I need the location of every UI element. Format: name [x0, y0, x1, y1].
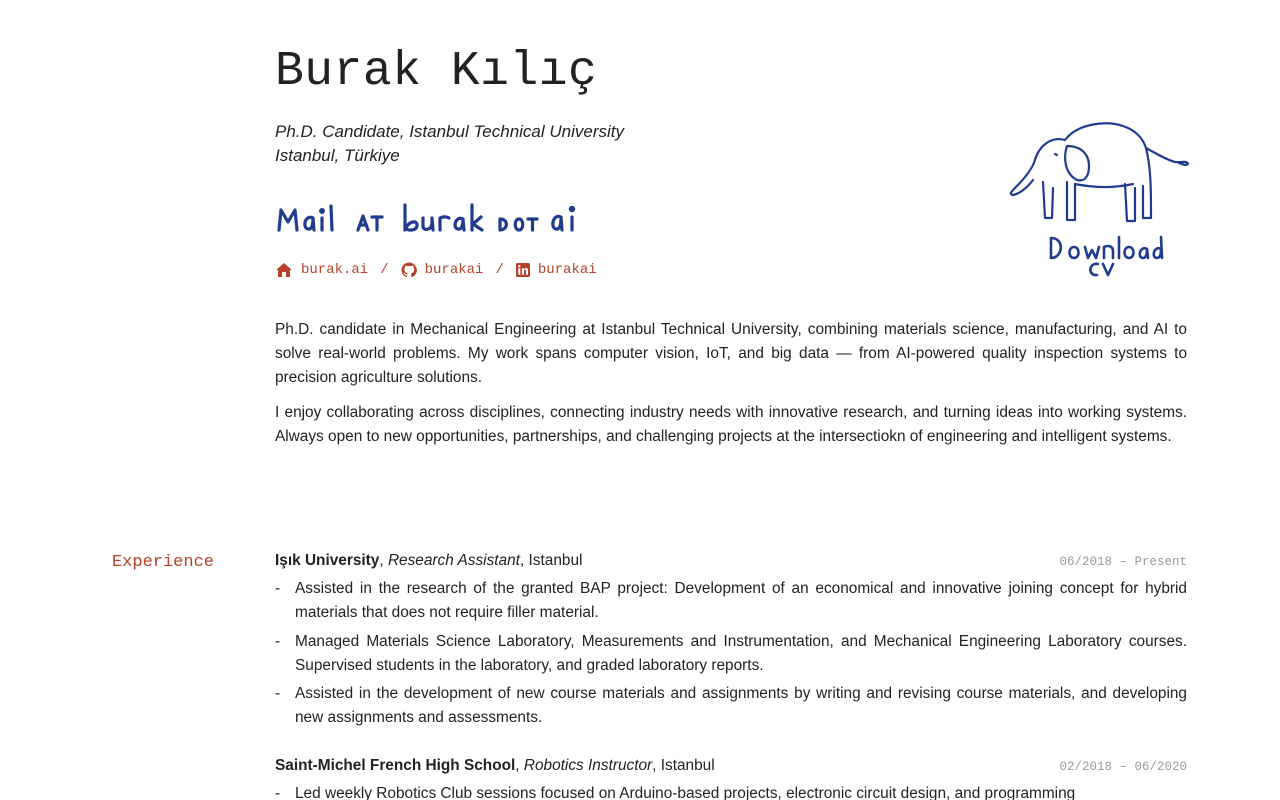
cv-label-handwritten	[1051, 237, 1162, 275]
download-cv-button[interactable]	[1005, 118, 1190, 283]
list-item: - Led weekly Robotics Club sessions focused on Arduino-based projects, electronic circuit design, and programming	[275, 785, 1076, 800]
homepage-link-label: burak.ai	[301, 262, 369, 278]
social-links	[275, 259, 597, 281]
subtitle	[275, 120, 624, 168]
bullet-text: Assisted in the development of new course materials and assignments by writing and revising course materials, and developing new assignments and assessments.	[295, 685, 1187, 726]
experience-bullets	[275, 782, 1187, 800]
location: Istanbul, Türkiye	[275, 146, 400, 165]
experience-item	[275, 754, 1187, 800]
link-separator: /	[495, 262, 504, 278]
bullet-text: Assisted in the research of the granted BAP project: Development of an economical and innovative joining concept for hybrid materials that does not require filler material.	[295, 580, 1187, 621]
email-handwritten-image	[275, 200, 585, 240]
organization: Işık University	[275, 552, 380, 569]
link-separator: /	[380, 262, 389, 278]
page-title: Burak Kılıç	[275, 45, 598, 99]
job-location: Istanbul	[528, 552, 583, 569]
list-item: - Assisted in the research of the granted BAP project: Development of an economical and innovative joining concept for hybrid materials that does not require filler material.	[275, 580, 1187, 621]
section-title-experience: Experience	[111, 553, 214, 572]
role: Research Assistant	[387, 552, 520, 569]
date-range: 06/2018 – Present	[1059, 555, 1187, 569]
linkedin-link[interactable]	[516, 259, 597, 281]
job-location: Istanbul	[660, 757, 715, 774]
position-title: Ph.D. Candidate, Istanbul Technical University	[275, 122, 624, 141]
list-item: - Assisted in the development of new course materials and assignments by writing and revising course materials, and developing new assignments and assessments.	[275, 685, 1187, 726]
experience-bullets	[275, 577, 1187, 730]
github-link[interactable]	[401, 259, 484, 281]
role: Robotics Instructor	[523, 757, 653, 774]
about-paragraph: I enjoy collaborating across disciplines, connecting industry needs with innovative research, and turning ideas into working systems. Always open to new opportunities, partnerships, and challenging projects at the intersectiokn of engineering and intelligent systems.	[275, 404, 1187, 445]
github-link-label: burakai	[424, 262, 484, 278]
list-item: - Managed Materials Science Laboratory, Measurements and Instrumentation, and Mechanical Engineering Laboratory courses. Supervised students in the laboratory, and graded laboratory reports.	[275, 632, 1187, 674]
elephant-icon	[1011, 123, 1188, 221]
date-range: 02/2018 – 06/2020	[1059, 760, 1187, 774]
bullet-text: Managed Materials Science Laboratory, Measurements and Instrumentation, and Mechanical Engineering Laboratory courses. Supervised students in the laboratory, and graded laboratory reports.	[295, 632, 1187, 674]
github-icon	[401, 262, 417, 278]
about-section	[275, 318, 1187, 460]
experience-item	[275, 549, 1187, 735]
experience-header: Saint-Michel French High School, Robotics Instructor, Istanbul 02/2018 – 06/2020	[275, 754, 1187, 778]
linkedin-link-label: burakai	[537, 262, 597, 278]
home-icon	[275, 262, 293, 278]
organization: Saint-Michel French High School	[275, 757, 516, 774]
about-paragraph: Ph.D. candidate in Mechanical Engineering at Istanbul Technical University, combining materials science, manufacturing, and AI to solve real-world problems. My work spans computer vision, IoT, and big data — from AI-powered quality inspection systems to precision agriculture solutions.	[275, 321, 1187, 386]
experience-header: Işık University, Research Assistant, Istanbul 06/2018 – Present	[275, 549, 1187, 573]
bullet-text: Led weekly Robotics Club sessions focused on Arduino-based projects, electronic circuit design, and programming	[295, 785, 1076, 800]
linkedin-icon	[516, 263, 530, 277]
homepage-link[interactable]	[275, 259, 368, 281]
